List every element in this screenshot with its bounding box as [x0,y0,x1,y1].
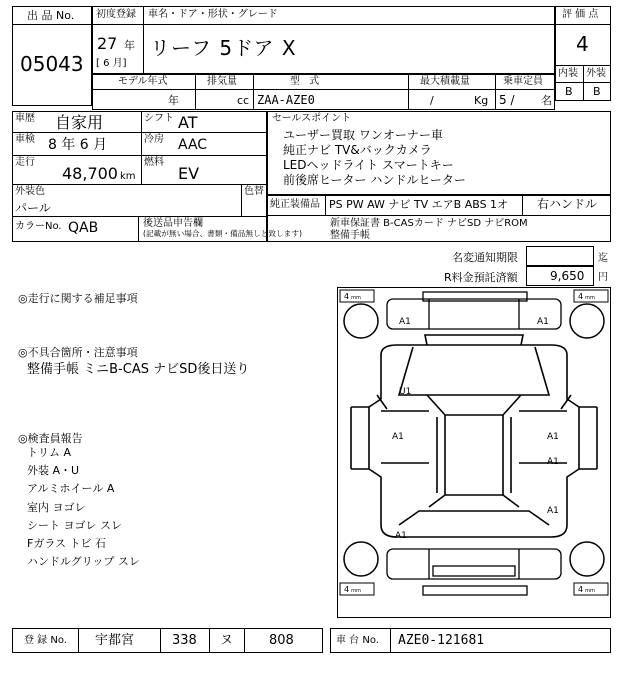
inspector-line: トリム A [27,446,72,459]
svg-text:4mm: 4 mm [344,292,361,301]
tire-tread-front-right [574,290,608,302]
tire-tread-rear-left [340,583,374,595]
first-reg-label: 初度登録 [96,9,136,20]
inspector-line: アルミホイール A [27,482,115,495]
tire-tread-front-left [340,290,374,302]
color-change-label: 色替 [244,186,264,197]
ac-label: 冷房 [144,134,164,145]
damage-mark: A1 [392,432,404,442]
grade-label: 評 価 点 [562,9,599,20]
max-load-unit: Kg [474,94,489,107]
damage-mark: A1 [537,317,549,327]
car-damage-diagram [337,287,611,618]
front-bumper [387,292,561,329]
inspector-title: ◎検査員報告 [18,432,83,445]
model-year-label: モデル年式 [118,76,168,87]
displacement-label: 排気量 [207,76,237,87]
shift-label: シフト [144,113,174,124]
ac-value: AAC [178,137,208,153]
ext-color-value: パール [15,201,51,215]
svg-text:4mm: 4 mm [578,292,595,301]
recycle-value: 9,650 [550,269,585,283]
grade-value: 4 [576,32,589,56]
lot-number: 05043 [20,52,84,76]
lot-label: 出 品 No. [27,9,75,22]
defects-line: 整備手帳 ミニB-CAS ナビSD後日送り [27,362,250,377]
damage-mark: A1 [395,531,407,541]
interior-value: B [565,85,573,98]
displacement-unit: cc [237,94,250,107]
inspector-line: Fガラス トビ 石 [27,537,106,550]
rear-bumper [387,549,561,595]
exterior-value: B [593,85,601,98]
car-body [351,335,597,537]
shift-value: AT [178,113,198,132]
max-load-value: / [430,94,434,107]
capacity-value: 5 / [499,93,515,107]
exterior-label: 外装 [586,68,606,79]
reg-label: 登 録 No. [24,635,67,646]
color-no-value: QAB [68,220,99,236]
model-type: ZAA-AZE0 [257,93,315,107]
inspector-line: シート ヨゴレ スレ [27,519,122,532]
defects-title: ◎不具合箇所・注意事項 [18,346,138,359]
diagram-frame [338,288,611,618]
inspection-label: 車検 [15,134,35,145]
reg-kana: ヌ [220,633,234,648]
inspector-line: ハンドルグリップ スレ [27,555,140,568]
mileage-unit: km [120,171,136,182]
mileage-label: 走行 [15,157,35,168]
car-name-label: 車名・ドア・形状・グレード [148,9,278,20]
wheel-rear-right [570,542,604,576]
sales-points-label: セールスポイント [272,113,352,124]
recycle-unit: 円 [598,272,608,283]
wheel-front-right [570,304,604,338]
chassis-label: 車 台 No. [336,635,379,646]
year-unit: 年 [124,39,135,52]
reg-class: 338 [172,633,197,648]
svg-text:4mm: 4 mm [344,585,361,594]
inspector-line: 室内 ヨゴレ [27,501,86,514]
mileage-value: 48,700 [62,164,118,183]
recycle-label: R料金預託済額 [444,271,518,284]
history-value: 自家用 [55,113,104,132]
fuel-value: EV [178,164,200,183]
fuel-label: 燃料 [144,157,164,168]
color-no-label: カラーNo. [15,221,62,232]
interior-label: 内装 [558,68,578,79]
max-load-label: 最大積載量 [420,76,470,87]
sales-point-line: 前後席ヒーター ハンドルヒーター [283,173,466,187]
capacity-unit: 名 [541,94,552,107]
first-reg-month: [ 6 月] [96,58,127,69]
equipment-value: PS PW AW ナビ TV エアB ABS 1オ [329,198,509,211]
tire-tread-rear-right [574,583,608,595]
driving-notes-title: ◎走行に関する補足事項 [18,292,138,305]
chassis-value: AZE0-121681 [398,633,485,648]
reg-number: 808 [269,633,294,648]
warranty-text: 新車保証書 B-CASカード ナビSD ナビROM 整備手帳 [330,218,528,241]
damage-mark: U1 [399,387,412,397]
name-change-label: 名変通知期限 [452,251,518,264]
first-reg-year: 27 [97,34,118,53]
history-label: 車歴 [15,113,35,124]
reg-place: 宇都宮 [95,633,135,648]
equipment-label: 純正装備品 [270,199,320,210]
docs-note: (記載が無い場合、書類・備品無しと致します) [143,230,302,239]
sales-point-line: 純正ナビ TV&バックカメラ [283,143,432,157]
damage-mark: A1 [547,457,559,467]
sales-point-line: LEDヘッドライト スマートキー [283,158,454,172]
ext-color-label: 外装色 [15,186,45,197]
damage-mark: A1 [547,432,559,442]
damage-mark: A1 [399,317,411,327]
inspector-line: 外装 A・U [27,464,80,477]
steering-side: 右ハンドル [537,197,598,211]
svg-text:4mm: 4 mm [578,585,595,594]
docs-label: 後送品申告欄 [143,218,203,229]
inspection-value: 8 年 6 月 [48,137,108,153]
damage-mark: A1 [547,506,559,516]
name-change-unit: 迄 [598,253,608,264]
wheel-rear-left [344,542,378,576]
sales-point-line: ユーザー買取 ワンオーナー車 [283,128,443,142]
capacity-label: 乗車定員 [503,76,543,87]
model-type-label: 型 式 [290,76,323,87]
car-name: リーフ 5ドア X [150,36,297,60]
wheel-front-left [344,304,378,338]
model-year-unit: 年 [168,94,179,107]
